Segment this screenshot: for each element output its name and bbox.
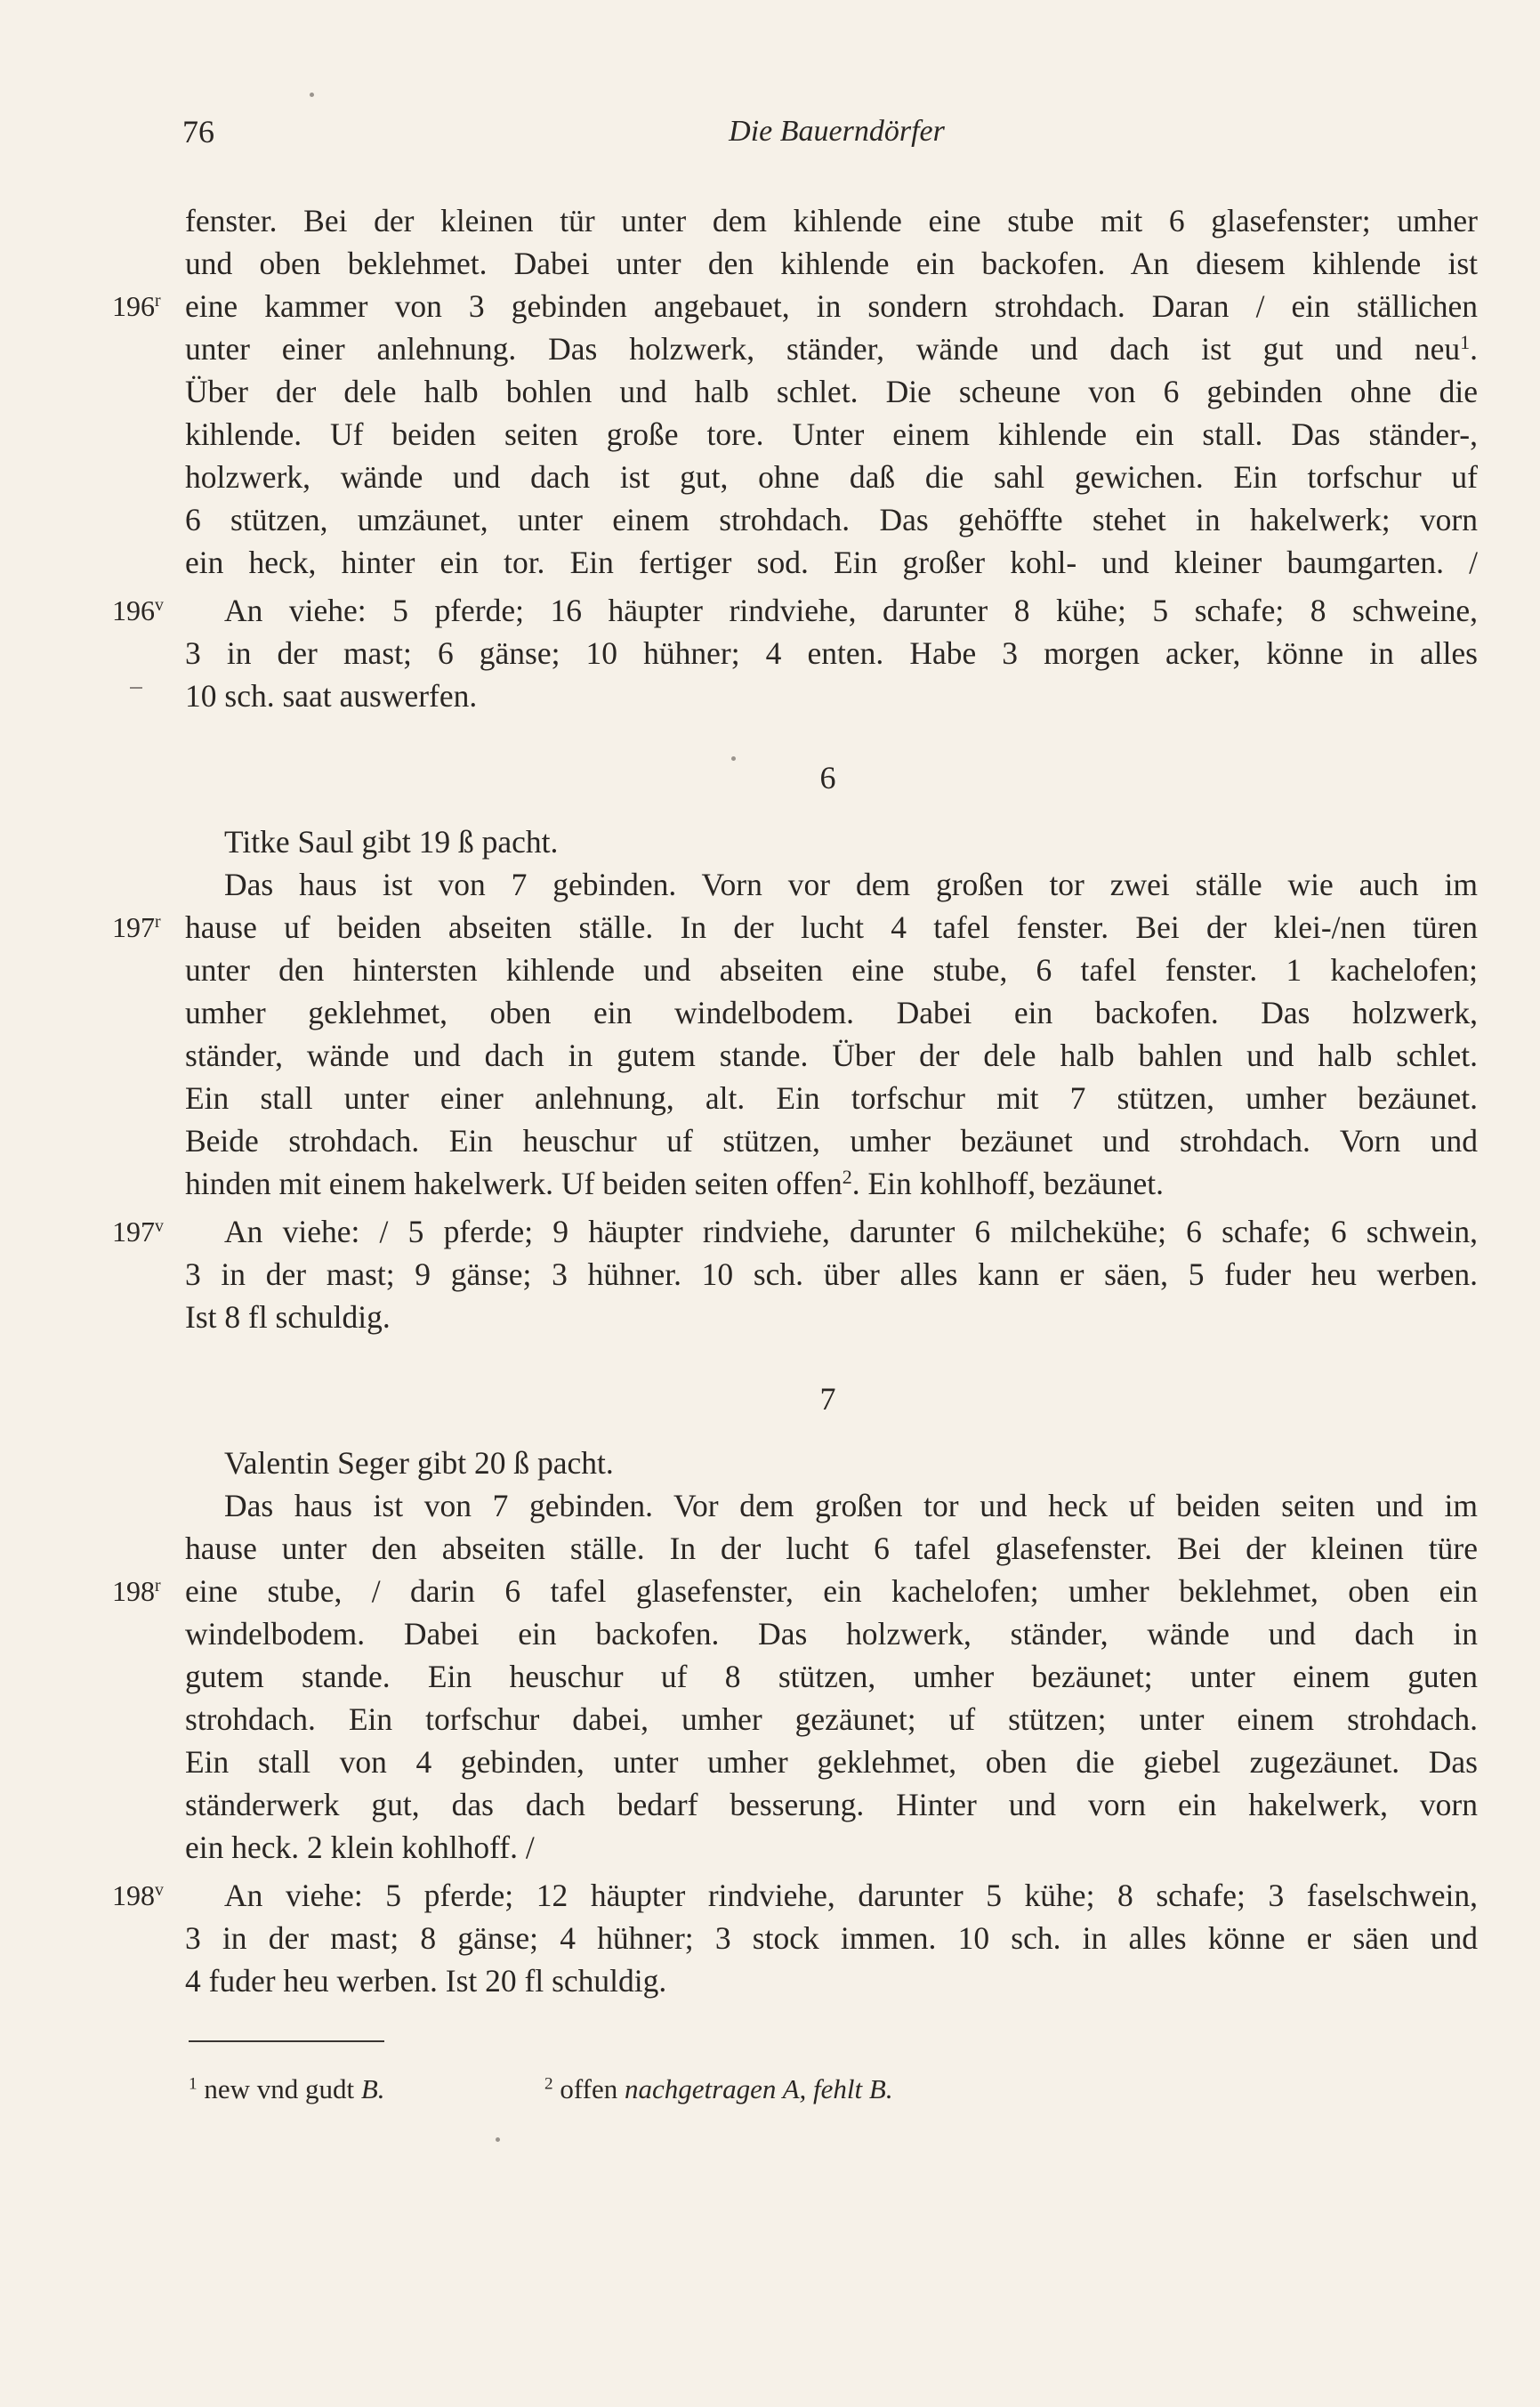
text-line: eine stube, / darin 6 tafel glasefenster, ein kachelofen; umher beklehmet, oben ein (185, 1573, 1478, 1609)
section-number: 7 (819, 1381, 836, 1417)
text-line: Das haus ist von 7 gebinden. Vor dem großen tor und heck uf beiden seiten und im (224, 1488, 1478, 1523)
margin-folio-ref: 197$^v$ (112, 1216, 164, 1248)
paper-speck (731, 756, 736, 761)
footnote-ref: 1 (1460, 330, 1471, 353)
footnote-italic: nachgetragen A, fehlt B. (624, 2073, 893, 2104)
text-line: Ist 8 fl schuldig. (185, 1299, 391, 1335)
text-line: gutem stande. Ein heuschur uf 8 stützen, umher bezäunet; unter einem guten (185, 1659, 1478, 1694)
text-line: unter den hintersten kihlende und abseiten eine stube, 6 tafel fenster. 1 kachelofen; (185, 952, 1478, 988)
footnote (544, 2070, 893, 2109)
text-line: Titke Saul gibt 19 ß pacht. (224, 824, 559, 860)
text-line: 3 in der mast; 8 gänse; 4 hühner; 3 stock immen. 10 sch. in alles könne er säen und (185, 1920, 1478, 1956)
text-line (185, 1162, 1478, 1205)
text-line: windelbodem. Dabei ein backofen. Das holzwerk, ständer, wände und dach in (185, 1616, 1478, 1652)
text-line: ein heck. 2 klein kohlhoff. / (185, 1829, 535, 1865)
text-line: hause unter den abseiten ställe. In der lucht 6 tafel glasefenster. Bei der kleinen türe (185, 1531, 1478, 1566)
footnote-rule (189, 2040, 384, 2042)
text-line: An viehe: 5 pferde; 16 häupter rindviehe, darunter 8 kühe; 5 schafe; 8 schweine, (224, 593, 1478, 628)
footnote-mark: 1 (189, 2074, 198, 2094)
margin-dash-mark (130, 687, 142, 689)
footnote-text: new vnd gudt (197, 2073, 361, 2104)
footnote-text: offen (552, 2073, 625, 2104)
page-number: 76 (182, 114, 214, 149)
text-line: Das haus ist von 7 gebinden. Vorn vor dem großen tor zwei ställe wie auch im (224, 867, 1478, 902)
footnote (189, 2070, 385, 2109)
text-line (185, 327, 1478, 370)
text-line: ein heck, hinter ein tor. Ein fertiger sod. Ein großer kohl- und kleiner baumgarten. / (185, 545, 1478, 580)
text-line: Ein stall unter einer anlehnung, alt. Ein torfschur mit 7 stützen, umher bezäunet. (185, 1080, 1478, 1116)
margin-folio-ref: 198$^r$ (112, 1575, 161, 1607)
margin-folio-ref: 196$^v$ (112, 594, 164, 626)
section-number: 6 (819, 760, 836, 796)
footnote-ref: 2 (842, 1165, 852, 1188)
text-line: 3 in der mast; 6 gänse; 10 hühner; 4 enten. Habe 3 morgen acker, könne in alles (185, 635, 1478, 671)
text-line-body: unter einer anlehnung. Das holzwerk, ständer, wände und dach ist gut und neu (185, 331, 1461, 367)
margin-folio-ref: 198$^v$ (112, 1879, 164, 1911)
text-line: Über der dele halb bohlen und halb schlet. Die scheune von 6 gebinden ohne die (185, 374, 1478, 409)
footnote-italic: B. (360, 2073, 385, 2104)
margin-folio-ref: 196$^r$ (112, 290, 161, 322)
text-line: eine kammer von 3 gebinden angebauet, in sondern strohdach. Daran / ein ställichen (185, 288, 1478, 324)
text-line: An viehe: 5 pferde; 12 häupter rindviehe, darunter 5 kühe; 8 schafe; 3 faselschwein, (224, 1878, 1478, 1913)
paper-speck (310, 93, 314, 97)
text-line: holzwerk, wände und dach ist gut, ohne daß die sahl gewichen. Ein torfschur uf (185, 459, 1478, 495)
text-line: 4 fuder heu werben. Ist 20 fl schuldig. (185, 1963, 667, 1999)
text-line: ständer, wände und dach in gutem stande. Über der dele halb bahlen und halb schlet. (185, 1038, 1478, 1073)
text-line-body: hinden mit einem hakelwerk. Uf beiden seiten offen (185, 1166, 843, 1201)
text-line: Beide strohdach. Ein heuschur uf stützen, umher bezäunet und strohdach. Vorn und (185, 1123, 1478, 1159)
text-line: hause uf beiden abseiten ställe. In der lucht 4 tafel fenster. Bei der klei-/nen türen (185, 909, 1478, 945)
text-line: 10 sch. saat auswerfen. (185, 678, 478, 714)
text-line: fenster. Bei der kleinen tür unter dem kihlende eine stube mit 6 glasefenster; umher (185, 203, 1478, 238)
text-line: umher geklehmet, oben ein windelbodem. Dabei ein backofen. Das holzwerk, (185, 995, 1478, 1030)
text-line: 3 in der mast; 9 gänse; 3 hühner. 10 sch. über alles kann er säen, 5 fuder heu werben. (185, 1256, 1478, 1292)
text-line: kihlende. Uf beiden seiten große tore. Unter einem kihlende ein stall. Das ständer-, (185, 416, 1478, 452)
footnote-mark: 2 (544, 2074, 553, 2094)
paper-speck (496, 2137, 500, 2142)
text-line: 6 stützen, umzäunet, unter einem strohdach. Das gehöffte stehet in hakelwerk; vorn (185, 502, 1478, 537)
margin-folio-ref: 197$^r$ (112, 911, 161, 943)
text-line: Valentin Seger gibt 20 ß pacht. (224, 1445, 614, 1481)
running-title: Die Bauerndörfer (729, 115, 945, 148)
text-line: An viehe: / 5 pferde; 9 häupter rindviehe, darunter 6 milchekühe; 6 schafe; 6 schwein, (224, 1214, 1478, 1249)
text-line: ständerwerk gut, das dach bedarf besserung. Hinter und vorn ein hakelwerk, vorn (185, 1787, 1478, 1822)
text-line: strohdach. Ein torfschur dabei, umher gezäunet; uf stützen; unter einem strohdach. (185, 1701, 1478, 1737)
text-line-tail: . Ein kohlhoff, bezäunet. (851, 1166, 1165, 1201)
text-line-tail: . (1470, 331, 1478, 367)
text-line: Ein stall von 4 gebinden, unter umher geklehmet, oben die giebel zugezäunet. Das (185, 1744, 1478, 1780)
text-line: und oben beklehmet. Dabei unter den kihlende ein backofen. An diesem kihlende ist (185, 246, 1478, 281)
